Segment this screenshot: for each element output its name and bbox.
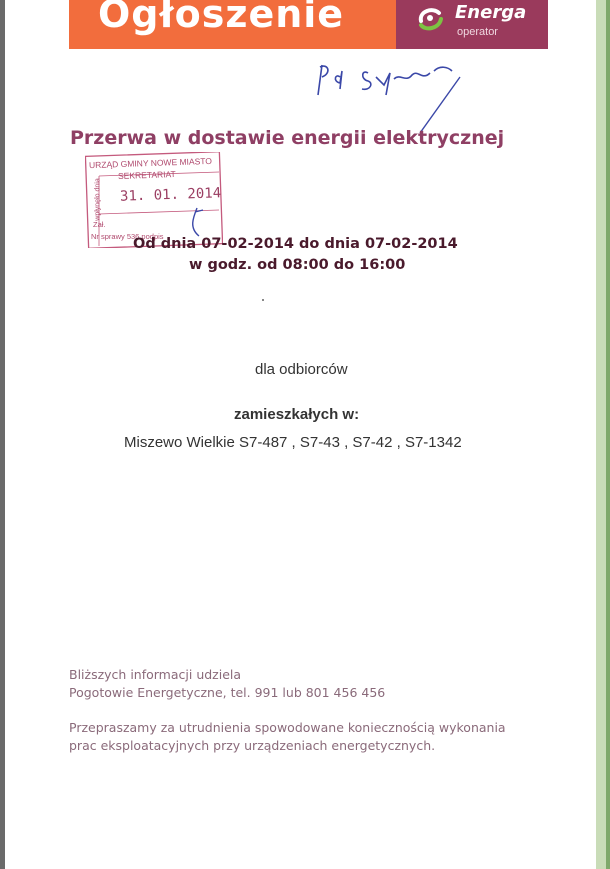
scan-right-edge-dark	[606, 0, 610, 869]
stamp-attachments: Zał.	[93, 220, 106, 229]
handwritten-signature	[310, 55, 470, 135]
energa-swirl-icon	[415, 3, 445, 33]
headline: Przerwa w dostawie energii elektrycznej	[70, 127, 505, 149]
apology-line: Przepraszamy za utrudnienia spowodowane koniecznością wykonania	[69, 720, 506, 735]
brand-subtitle: operator	[457, 26, 498, 38]
brand-name: Energa	[455, 2, 527, 23]
apology-line: prac eksploatacyjnych przy urządzeniach energetycznych.	[69, 738, 436, 753]
stamp-office-name: URZĄD GMINY NOWE MIASTO	[88, 155, 213, 171]
scan-speck	[262, 299, 264, 301]
affected-locations: Miszewo Wielkie S7-487 , S7-43 , S7-42 , S7-1342	[124, 434, 462, 451]
stamp-date: 31. 01. 2014	[119, 185, 222, 205]
contact-info-line: Bliższych informacji udziela	[69, 667, 242, 682]
outage-time-range: w godz. od 08:00 do 16:00	[189, 257, 406, 273]
scan-left-edge	[0, 0, 5, 869]
apology-note	[69, 719, 506, 755]
stamp-department: SEKRETARIAT	[117, 168, 176, 182]
residing-label: zamieszkałych w:	[234, 406, 360, 423]
contact-info	[69, 666, 385, 702]
recipients-label: dla odbiorców	[255, 361, 348, 378]
stamp-received-label: wpłynęło dnia	[94, 178, 102, 221]
contact-phone-line: Pogotowie Energetyczne, tel. 991 lub 801 456 456	[69, 685, 386, 700]
banner-title: Ogłoszenie	[98, 0, 345, 36]
stamp-reference: Nr sprawy 536 podpis	[91, 232, 164, 241]
outage-date-range: Od dnia 07-02-2014 do dnia 07-02-2014	[133, 236, 458, 252]
